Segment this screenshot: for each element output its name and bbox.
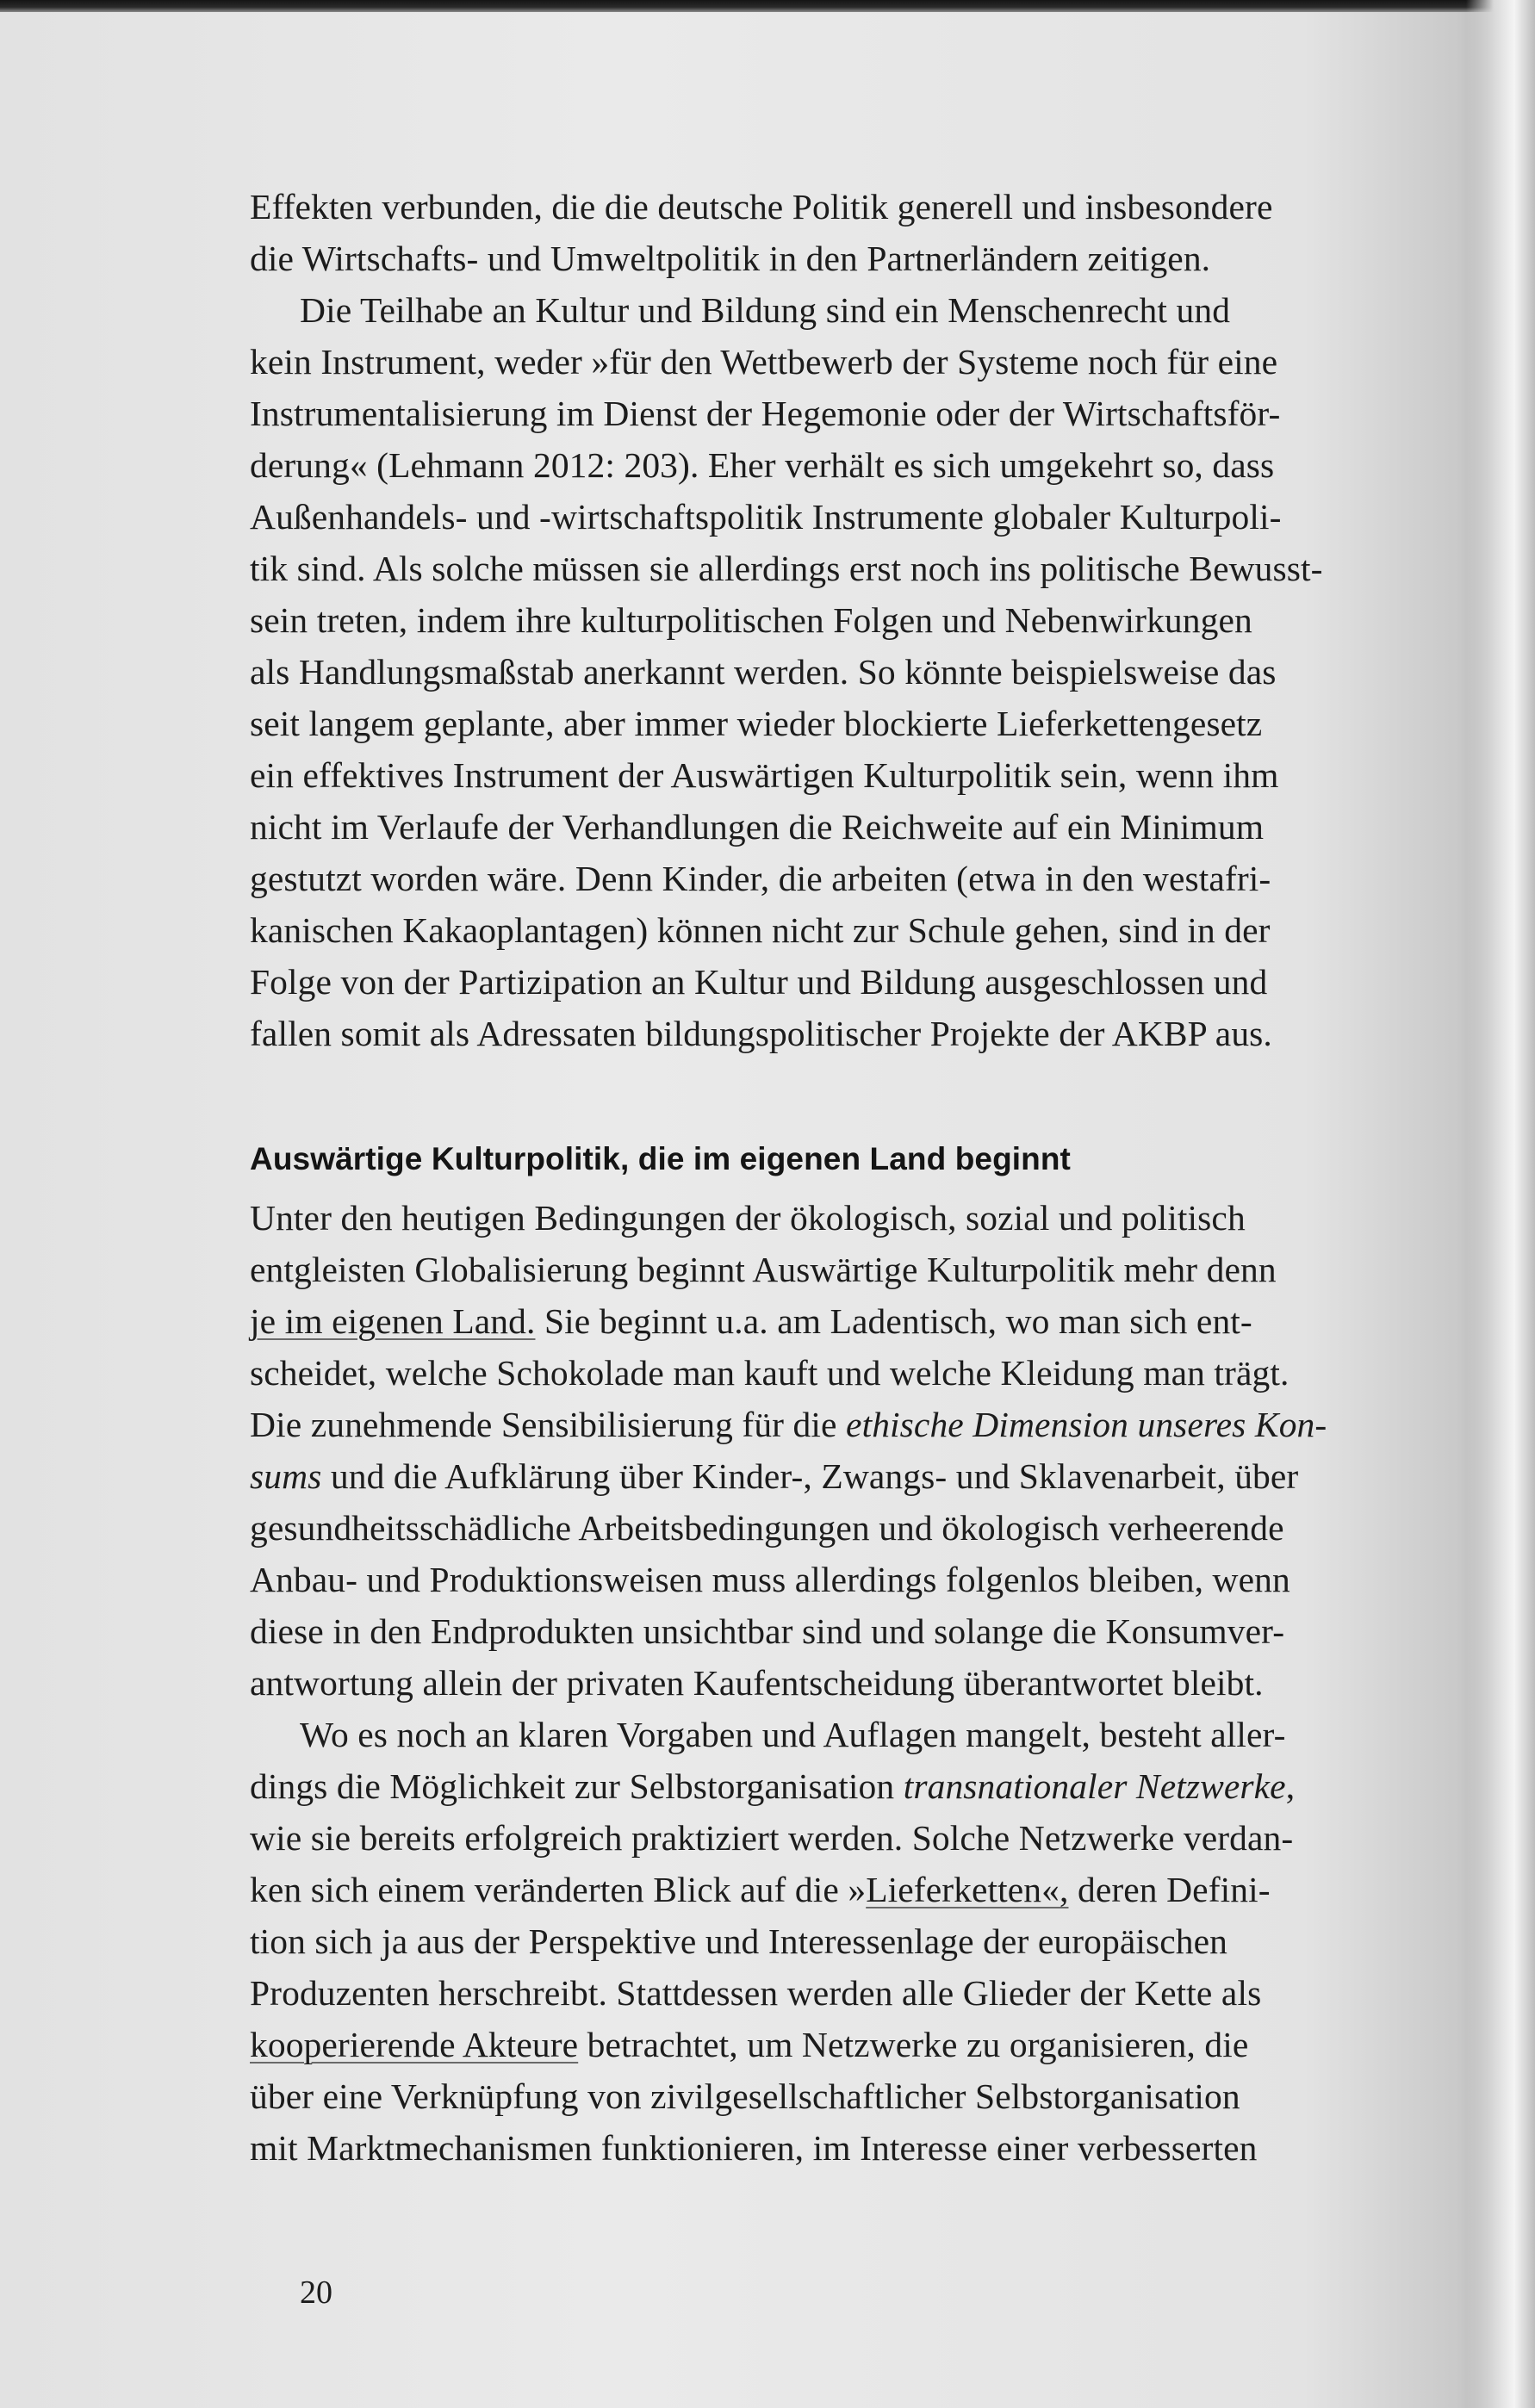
text-line: mit Marktmechanismen funktionieren, im Interesse einer verbesserten <box>250 2128 1258 2168</box>
page-edge-shadow <box>1466 0 1535 2408</box>
text-line: ein effektives Instrument der Auswärtigen Kulturpolitik sein, wenn ihm <box>250 755 1279 795</box>
text-run: ken sich einem veränderten Blick auf die » <box>250 1870 867 1909</box>
text-run: dings die Möglichkeit zur Selbstorganisation <box>250 1766 904 1806</box>
text-line: entgleisten Globalisierung beginnt Auswärtige Kulturpolitik mehr denn <box>250 1250 1277 1289</box>
text-run: betrachtet, um Netzwerke zu organisieren, die <box>578 2025 1249 2064</box>
text-line <box>250 1450 1456 1502</box>
text-line: die Wirtschafts- und Umweltpolitik in den Partnerländern zeitigen. <box>250 239 1211 278</box>
text-line: als Handlungsmaßstab anerkannt werden. So könnte beispielsweise das <box>250 652 1277 692</box>
text-line <box>250 1760 1456 1812</box>
text-line: sein treten, indem ihre kulturpolitischen Folgen und Nebenwirkungen <box>250 600 1252 640</box>
text-run: Die zunehmende Sensibilisierung für die <box>250 1405 847 1444</box>
text-line: gestutzt worden wäre. Denn Kinder, die arbeiten (etwa in den westafri- <box>250 859 1271 898</box>
text-line <box>250 2019 1456 2070</box>
text-line: Produzenten herschreibt. Stattdessen werden alle Glieder der Kette als <box>250 1973 1262 2013</box>
text-line: tik sind. Als solche müssen sie allerdings erst noch ins politische Bewusst- <box>250 549 1323 588</box>
section-spacer <box>250 1059 1456 1133</box>
text-line: nicht im Verlaufe der Verhandlungen die Reichweite auf ein Minimum <box>250 807 1265 847</box>
body-text <box>250 181 1456 2174</box>
text-line: Die Teilhabe an Kultur und Bildung sind ein Menschenrecht und <box>300 290 1231 330</box>
text-run: , <box>1285 1766 1296 1806</box>
text-run: und die Aufklärung über Kinder-, Zwangs- und Sklavenarbeit, über <box>321 1456 1299 1496</box>
underlined-phrase: Lieferketten«, <box>866 1870 1069 1909</box>
text-line: kanischen Kakaoplantagen) können nicht zur Schule gehen, sind in der <box>250 910 1271 950</box>
text-line: tion sich ja aus der Perspektive und Interessenlage der europäischen <box>250 1921 1227 1961</box>
text-line: antwortung allein der privaten Kaufentscheidung überantwortet bleibt. <box>250 1663 1264 1703</box>
text-line: Instrumentalisierung im Dienst der Hegemonie oder der Wirtschaftsför- <box>250 394 1281 433</box>
paragraph-bedingungen <box>250 1192 1456 1709</box>
page-number: 20 <box>300 2275 332 2311</box>
text-line: gesundheitsschädliche Arbeitsbedingungen und ökologisch verheerende <box>250 1508 1284 1548</box>
text-line <box>250 1864 1456 1915</box>
heading-spacer <box>250 1185 1456 1192</box>
text-line: fallen somit als Adressaten bildungspolitischer Projekte der AKBP aus. <box>250 1014 1272 1053</box>
text-line: derung« (Lehmann 2012: 203). Eher verhält es sich umgekehrt so, dass <box>250 445 1275 485</box>
text-line: scheidet, welche Schokolade man kauft und welche Kleidung man trägt. <box>250 1353 1290 1393</box>
page-top-shadow <box>0 0 1535 12</box>
italic-phrase: ethische Dimension unseres Kon- <box>846 1405 1327 1444</box>
text-line: kein Instrument, weder »für den Wettbewerb der Systeme noch für eine <box>250 342 1278 382</box>
text-line: Folge von der Partizipation an Kultur und Bildung ausgeschlossen und <box>250 962 1268 1002</box>
text-line: Wo es noch an klaren Vorgaben und Auflagen mangelt, besteht aller- <box>300 1715 1286 1754</box>
text-run: deren Defini- <box>1068 1870 1271 1909</box>
paragraph-continuation <box>250 181 1456 284</box>
italic-phrase: transnationaler Netzwerke <box>903 1766 1286 1806</box>
text-line: seit langem geplante, aber immer wieder blockierte Lieferkettengesetz <box>250 704 1263 743</box>
text-line: Anbau- und Produktionsweisen muss allerdings folgenlos bleiben, wenn <box>250 1560 1290 1599</box>
text-line: wie sie bereits erfolgreich praktiziert werden. Solche Netzwerke verdan- <box>250 1818 1294 1858</box>
section-heading: Auswärtige Kulturpolitik, die im eigenen Land beginnt <box>250 1141 1071 1176</box>
text-run: Sie beginnt u.a. am Ladentisch, wo man sich ent- <box>535 1301 1252 1341</box>
text-line: Unter den heutigen Bedingungen der ökologisch, sozial und politisch <box>250 1198 1246 1238</box>
italic-phrase: sums <box>250 1456 322 1496</box>
underlined-phrase: kooperierende Akteure <box>250 2025 579 2064</box>
text-line: diese in den Endprodukten unsichtbar sind und solange die Konsumver- <box>250 1611 1285 1651</box>
paragraph-vorgaben <box>250 1709 1456 2174</box>
paragraph-teilhabe <box>250 284 1456 1059</box>
text-line: Effekten verbunden, die die deutsche Politik generell und insbesondere <box>250 187 1273 227</box>
text-line: Außenhandels- und -wirtschaftspolitik Instrumente globaler Kulturpoli- <box>250 497 1282 537</box>
text-line <box>250 1399 1456 1450</box>
text-line <box>250 1295 1456 1347</box>
underlined-phrase: je im eigenen Land. <box>250 1301 536 1341</box>
text-line: über eine Verknüpfung von zivilgesellschaftlicher Selbstorganisation <box>250 2076 1240 2116</box>
